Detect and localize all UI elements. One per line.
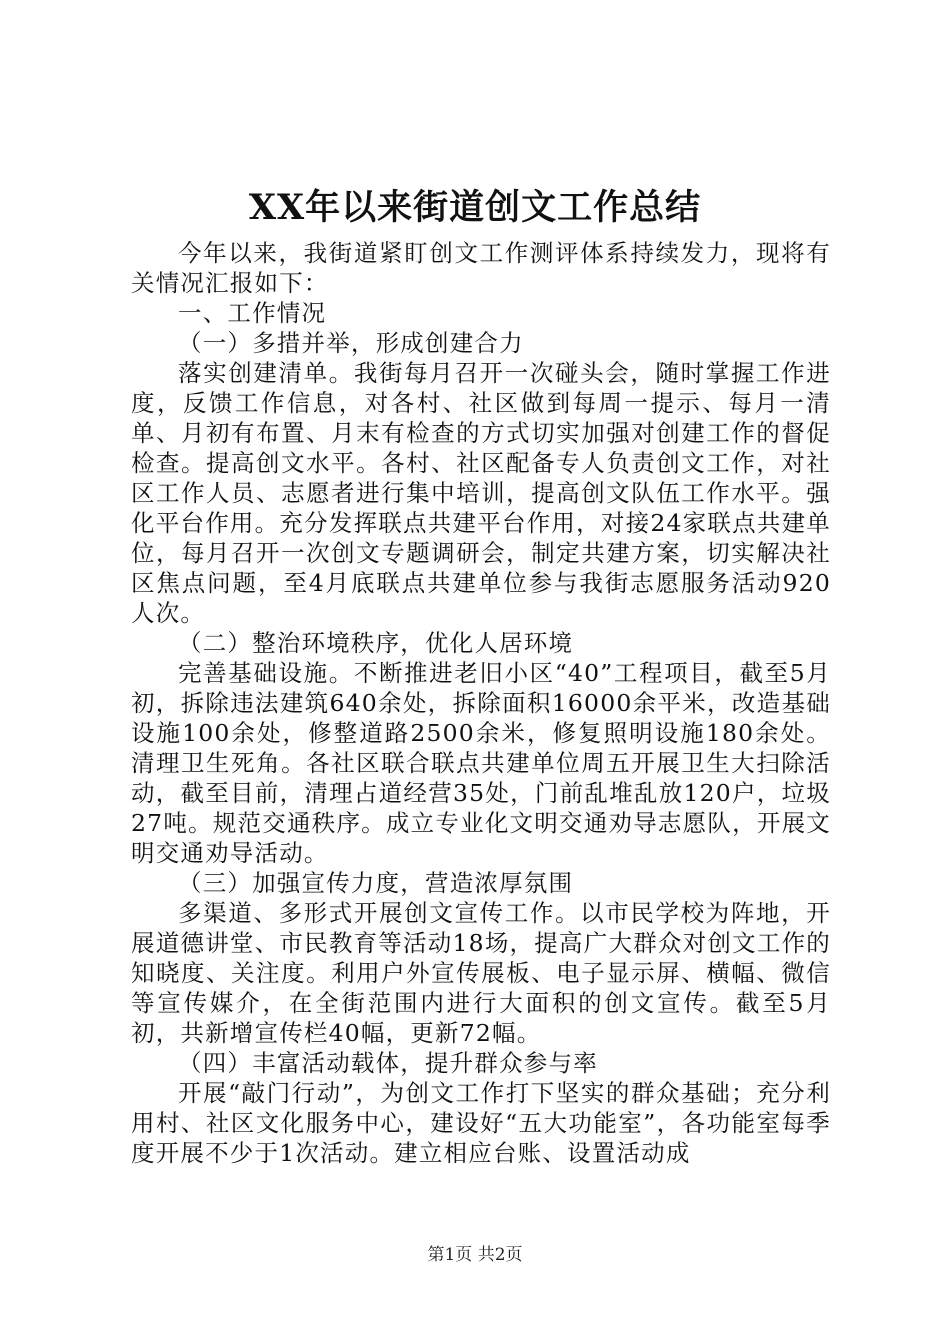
subsection-heading-1: （一）多措并举，形成创建合力 — [178, 329, 524, 357]
body-paragraph-4: 开展“敲门行动”，为创文工作打下坚实的群众基础；充分利用村、社区文化服务中心，建设好“五大功能室”，各功能室每季度开展不少于1次活动。建立相应台账、设置活动成 — [131, 1079, 831, 1167]
intro-paragraph: 今年以来，我街道紧盯创文工作测评体系持续发力，现将有关情况汇报如下： — [131, 239, 831, 297]
section-heading-work-status: 一、工作情况 — [178, 299, 327, 327]
document-body — [131, 238, 831, 1168]
subsection-heading-4: （四）丰富活动载体，提升群众参与率 — [178, 1049, 598, 1077]
subsection-heading-3: （三）加强宣传力度，营造浓厚氛围 — [178, 869, 574, 897]
body-paragraph-3: 多渠道、多形式开展创文宣传工作。以市民学校为阵地，开展道德讲堂、市民教育等活动18场，提高广大群众对创文工作的知晓度、关注度。利用户外宣传展板、电子显示屏、横幅、微信等宣传媒介，在全街范围内进行大面积的创文宣传。截至5月初，共新增宣传栏40幅，更新72幅。 — [131, 899, 831, 1047]
body-paragraph-1: 落实创建清单。我街每月召开一次碰头会，随时掌握工作进度，反馈工作信息，对各村、社区做到每周一提示、每月一清单、月初有布置、月末有检查的方式切实加强对创建工作的督促检查。提高创文水平。各村、社区配备专人负责创文工作，对社区工作人员、志愿者进行集中培训，提高创文队伍工作水平。强化平台作用。充分发挥联点共建平台作用，对接24家联点共建单位，每月召开一次创文专题调研会，制定共建方案，切实解决社区焦点问题，至4月底联点共建单位参与我街志愿服务活动920人次。 — [131, 359, 831, 627]
document-title: XX年以来街道创文工作总结 — [248, 187, 702, 228]
body-paragraph-2: 完善基础设施。不断推进老旧小区“40”工程项目，截至5月初，拆除违法建筑640余处，拆除面积16000余平米，改造基础设施100余处，修整道路2500余米，修复照明设施180余处。清理卫生死角。各社区联合联点共建单位周五开展卫生大扫除活动，截至目前，清理占道经营35处，门前乱堆乱放120户，垃圾27吨。规范交通秩序。成立专业化文明交通劝导志愿队，开展文明交通劝导活动。 — [131, 659, 831, 867]
subsection-heading-2: （二）整治环境秩序，优化人居环境 — [178, 629, 574, 657]
page-footer: 第1页 共2页 — [427, 1245, 523, 1265]
